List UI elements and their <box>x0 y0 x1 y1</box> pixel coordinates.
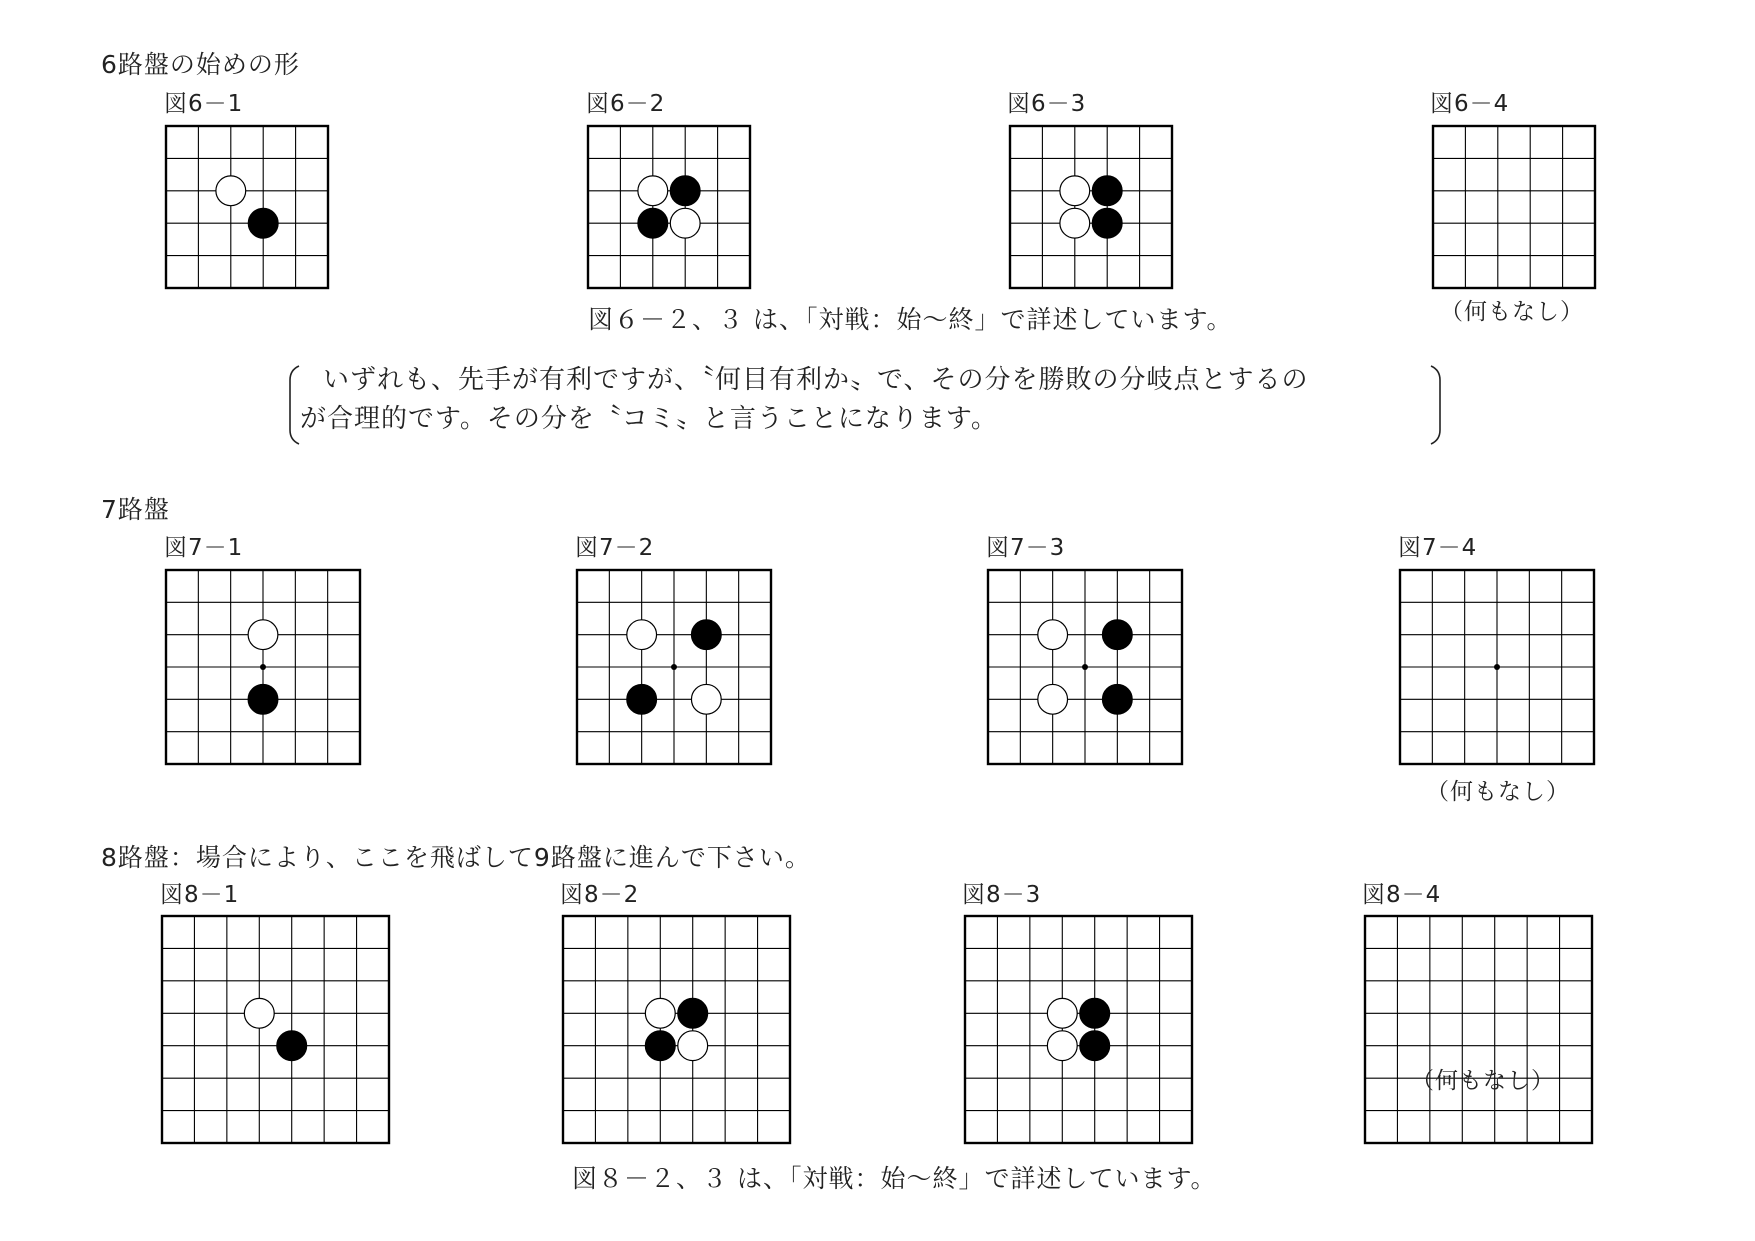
board-7-4-note: （何もなし） <box>1426 779 1570 805</box>
board-8-2 <box>563 916 790 1143</box>
board-8-2-label: 図8－2 <box>560 882 640 908</box>
star-point <box>1082 664 1088 670</box>
board-7-2-label: 図7－2 <box>575 535 655 561</box>
white-stone <box>216 176 246 206</box>
board-8-4 <box>1365 916 1592 1143</box>
board-frame <box>588 126 750 288</box>
board-frame <box>563 916 790 1143</box>
black-stone <box>670 176 700 206</box>
black-stone <box>691 620 721 650</box>
board-frame <box>1365 916 1592 1143</box>
black-stone <box>645 1031 675 1061</box>
board-frame <box>1433 126 1595 288</box>
white-stone <box>638 176 668 206</box>
white-stone <box>1060 176 1090 206</box>
board-6-3-label: 図6－3 <box>1007 91 1087 117</box>
black-stone <box>678 998 708 1028</box>
black-stone <box>248 208 278 238</box>
board-8-4-note: （何もなし） <box>1411 1068 1555 1094</box>
board-7-2 <box>577 570 771 764</box>
board-6-4 <box>1433 126 1595 288</box>
black-stone <box>248 684 278 714</box>
board-7-1-label: 図7－1 <box>164 535 244 561</box>
black-stone <box>1080 998 1110 1028</box>
board-6-3 <box>1010 126 1172 288</box>
star-point <box>671 664 677 670</box>
white-stone <box>645 998 675 1028</box>
board-8-3-label: 図8－3 <box>962 882 1042 908</box>
black-stone <box>1092 176 1122 206</box>
board-7-4 <box>1400 570 1594 764</box>
black-stone <box>1102 620 1132 650</box>
black-stone <box>277 1031 307 1061</box>
board-7-3-label: 図7－3 <box>986 535 1066 561</box>
board-7-3 <box>988 570 1182 764</box>
white-stone <box>691 684 721 714</box>
board-7-4-label: 図7－4 <box>1398 535 1478 561</box>
white-stone <box>1047 1031 1077 1061</box>
white-stone <box>678 1031 708 1061</box>
white-stone <box>1060 208 1090 238</box>
board-8-4-label: 図8－4 <box>1362 882 1442 908</box>
black-stone <box>638 208 668 238</box>
section-7-title: 7路盤 <box>101 495 170 524</box>
board-6-4-label: 図6－4 <box>1430 91 1510 117</box>
section-6-title: 6路盤の始めの形 <box>101 50 300 79</box>
board-frame <box>166 126 328 288</box>
board-8-1 <box>162 916 389 1143</box>
board-frame <box>965 916 1192 1143</box>
section-6-caption: 図６－２、３ は、「対戦：始～終」で詳述しています。 <box>588 305 1233 334</box>
white-stone <box>1038 684 1068 714</box>
white-stone <box>1047 998 1077 1028</box>
section-8-title: 8路盤：場合により、ここを飛ばして9路盤に進んで下さい。 <box>101 843 811 872</box>
komi-note-line-1: いずれも、先手が有利ですが、〝何目有利か〟で、その分を勝敗の分岐点とするの <box>323 365 1309 395</box>
komi-note-line-2: が合理的です。その分を〝コミ〟と言うことになります。 <box>300 404 998 434</box>
white-stone <box>627 620 657 650</box>
black-stone <box>1102 684 1132 714</box>
note-close-bracket <box>1428 364 1444 446</box>
black-stone <box>1092 208 1122 238</box>
white-stone <box>248 620 278 650</box>
board-frame <box>1010 126 1172 288</box>
board-frame <box>162 916 389 1143</box>
board-6-2-label: 図6－2 <box>586 91 666 117</box>
board-6-1 <box>166 126 328 288</box>
board-8-1-label: 図8－1 <box>160 882 240 908</box>
board-8-3 <box>965 916 1192 1143</box>
star-point <box>1494 664 1500 670</box>
star-point <box>260 664 266 670</box>
section-8-caption: 図８－２、３ は、「対戦：始～終」で詳述しています。 <box>572 1164 1217 1193</box>
white-stone <box>244 998 274 1028</box>
white-stone <box>1038 620 1068 650</box>
black-stone <box>1080 1031 1110 1061</box>
board-7-1 <box>166 570 360 764</box>
board-6-1-label: 図6－1 <box>164 91 244 117</box>
board-6-4-note: （何もなし） <box>1440 299 1584 325</box>
black-stone <box>627 684 657 714</box>
white-stone <box>670 208 700 238</box>
board-6-2 <box>588 126 750 288</box>
